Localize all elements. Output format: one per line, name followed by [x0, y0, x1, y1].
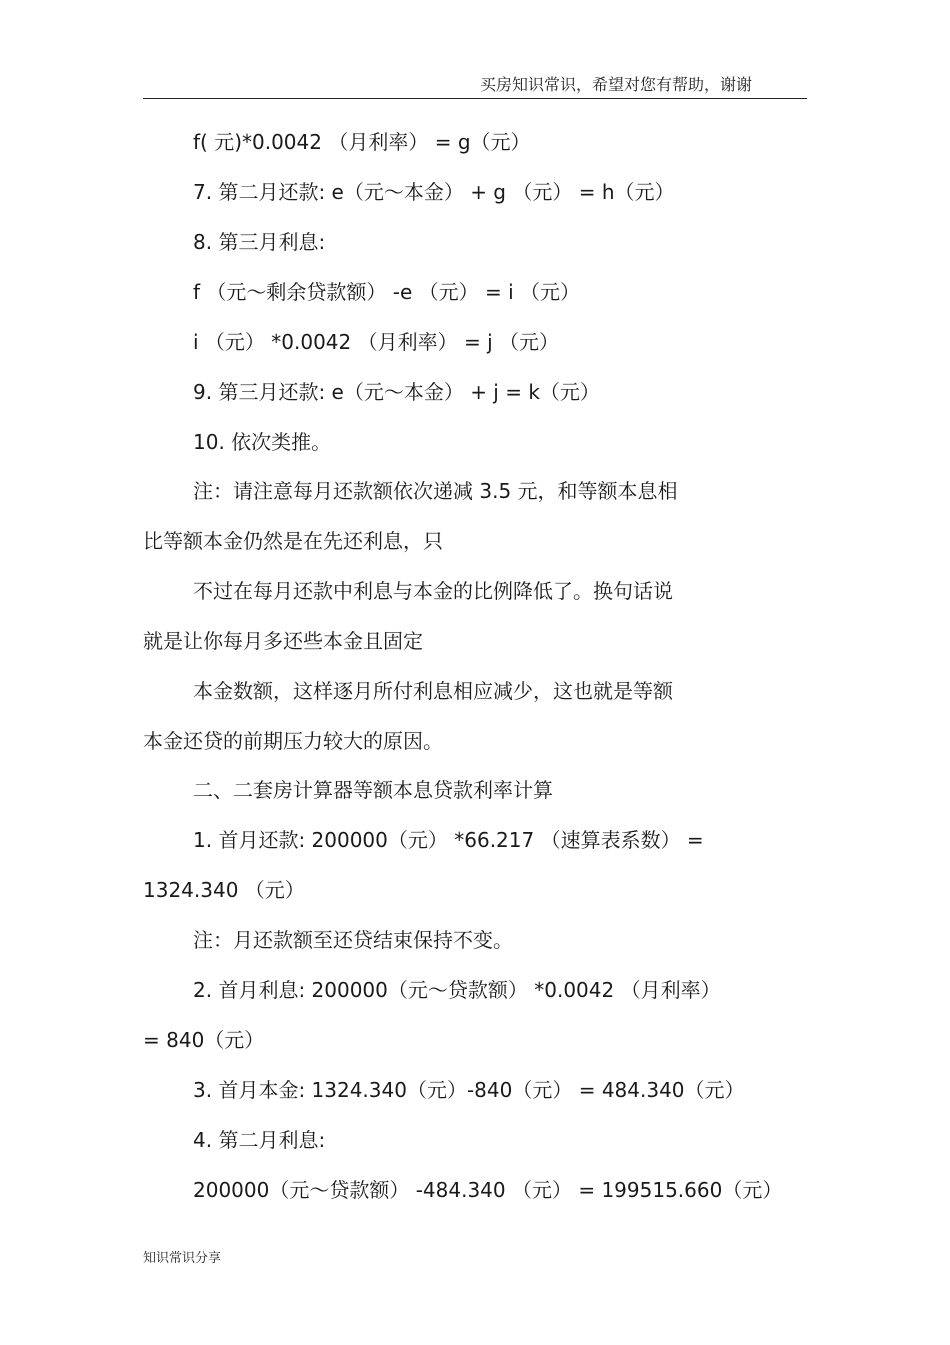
- text-line: 10. 依次类推。: [193, 430, 332, 454]
- text-line: 8. 第三月利息:: [193, 230, 326, 254]
- page-header: [143, 70, 807, 99]
- text-line: 不过在每月还款中利息与本金的比例降低了。换句话说: [193, 579, 673, 603]
- text-line: i （元） *0.0042 （月利率） = j （元）: [193, 330, 559, 354]
- text-line: 本金数额，这样逐月所付利息相应减少，这也就是等额: [193, 679, 673, 703]
- text-line: 比等额本金仍然是在先还利息，只: [143, 529, 443, 553]
- page-footer: 知识常识分享: [143, 1251, 222, 1266]
- text-line: 4. 第二月利息:: [193, 1128, 326, 1152]
- text-line: 注：月还款额至还贷结束保持不变。: [193, 928, 513, 952]
- text-line: 就是让你每月多还些本金且固定: [143, 629, 423, 653]
- text-line: f( 元)*0.0042 （月利率） = g（元）: [193, 130, 531, 154]
- text-line: 1. 首月还款: 200000（元） *66.217 （速算表系数） =: [193, 828, 704, 852]
- text-line: 本金还贷的前期压力较大的原因。: [143, 729, 443, 753]
- text-line: f （元～剩余贷款额） -e （元） = i （元）: [193, 280, 581, 304]
- section-heading: 二、二套房计算器等额本息贷款利率计算: [193, 778, 553, 802]
- text-line: 7. 第二月还款: e（元～本金） + g （元） = h（元）: [193, 180, 675, 204]
- text-line: 注：请注意每月还款额依次递减 3.5 元，和等额本息相: [193, 479, 678, 503]
- text-line: 2. 首月利息: 200000（元～贷款额） *0.0042 （月利率）: [193, 978, 721, 1002]
- text-line: = 840（元）: [143, 1028, 265, 1052]
- text-line: 1324.340 （元）: [143, 878, 305, 902]
- header-text: 买房知识常识，希望对您有帮助，谢谢: [479, 75, 752, 94]
- text-line: 9. 第三月还款: e（元～本金） + j = k（元）: [193, 380, 600, 404]
- text-line: 3. 首月本金: 1324.340（元）-840（元） = 484.340（元）: [193, 1078, 745, 1102]
- text-line: 200000（元～贷款额） -484.340 （元） = 199515.660（元）: [193, 1178, 783, 1202]
